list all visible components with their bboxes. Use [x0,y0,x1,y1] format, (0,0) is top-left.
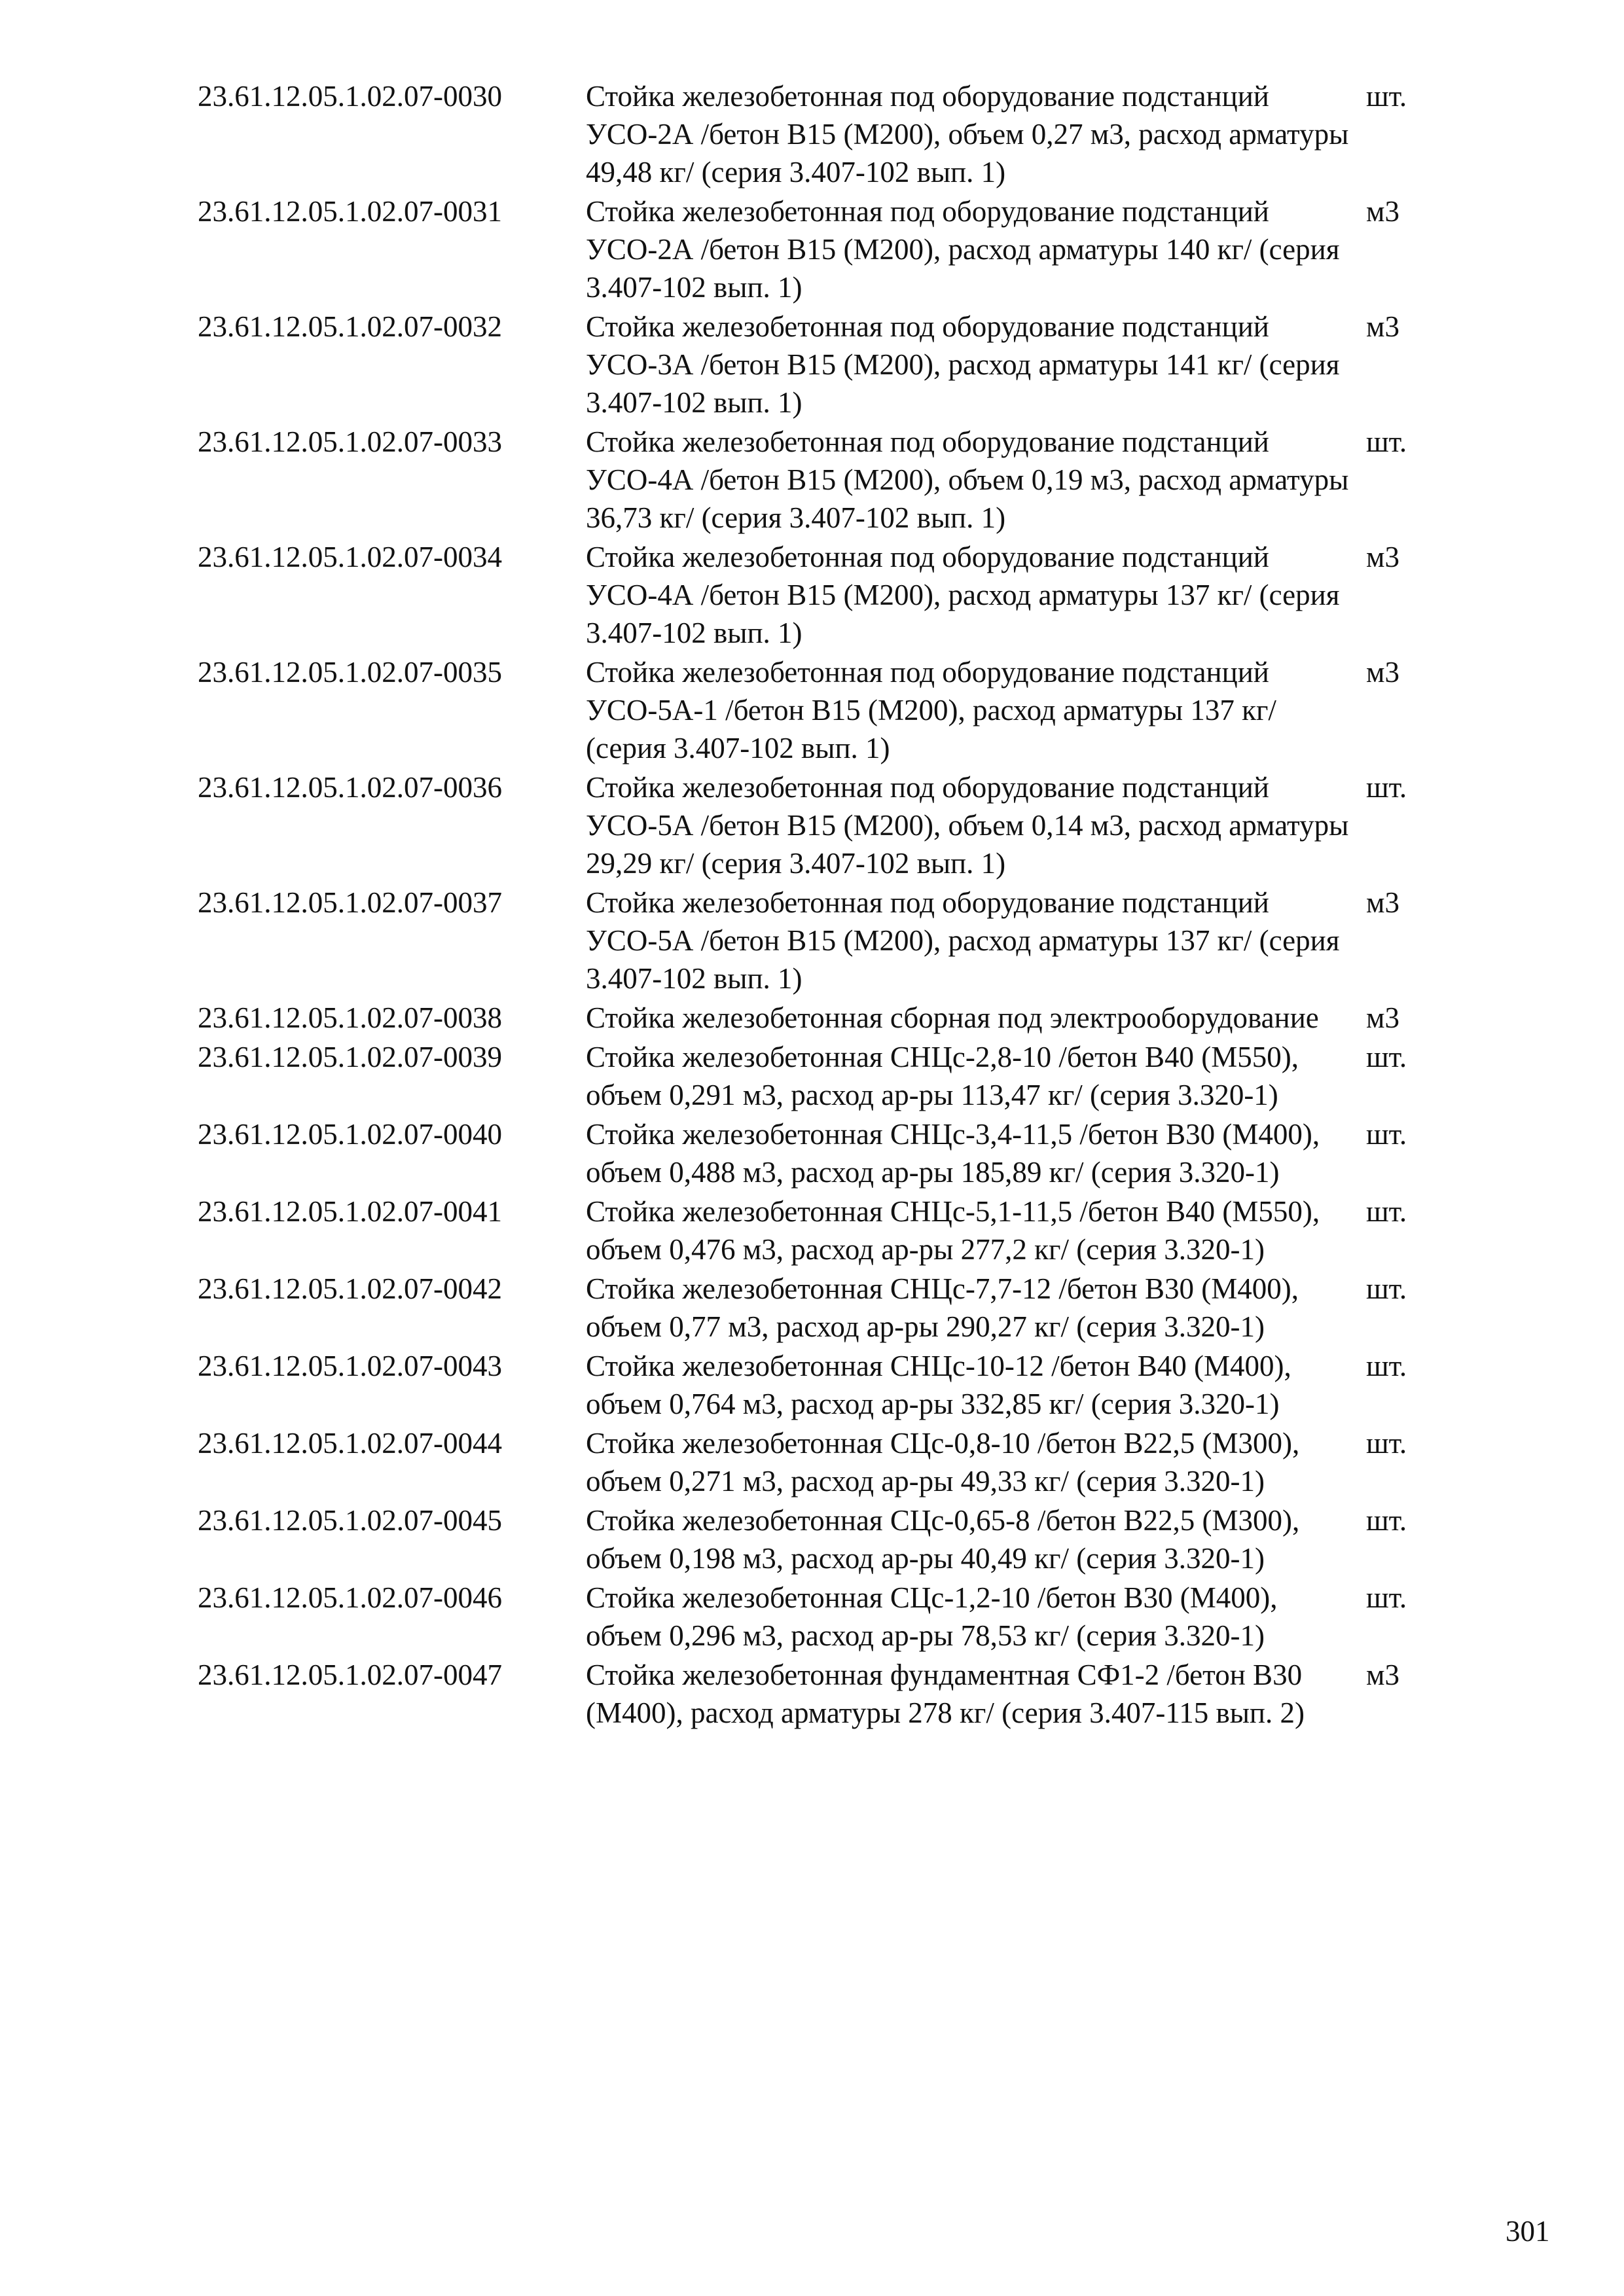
table-row [0,1115,1624,1191]
resource-description: Стойка железобетонная СЦс-0,8-10 /бетон В22,5 (М300), объем 0,271 м3, расход ар-ры 49,33 кг/ (серия 3.320-1) [586,1427,1300,1498]
table-row [0,884,1624,997]
resource-description: Стойка железобетонная СЦс-0,65-8 /бетон В22,5 (М300), объем 0,198 м3, расход ар-ры 40,49 кг/ (серия 3.320-1) [586,1504,1300,1575]
resource-description: Стойка железобетонная под оборудование подстанций УСО-5А /бетон В15 (М200), расход арматуры 137 кг/ (серия 3.407-102 вып. 1) [586,886,1340,995]
resource-code: 23.61.12.05.1.02.07-0046 [198,1581,502,1614]
resource-description: Стойка железобетонная под оборудование подстанций УСО-5А-1 /бетон В15 (М200), расход арматуры 137 кг/ (серия 3.407-102 вып. 1) [586,656,1276,764]
resource-code: 23.61.12.05.1.02.07-0036 [198,771,502,804]
unit-of-measure: шт. [1366,80,1407,113]
unit-of-measure: м3 [1366,1659,1399,1691]
resource-description: Стойка железобетонная под оборудование подстанций УСО-2А /бетон В15 (М200), объем 0,27 м3, расход арматуры 49,48 кг/ (серия 3.407-102 вып. 1) [586,80,1349,188]
resource-code: 23.61.12.05.1.02.07-0041 [198,1195,502,1228]
table-row [0,308,1624,422]
resource-description: Стойка железобетонная под оборудование подстанций УСО-3А /бетон В15 (М200), расход арматуры 141 кг/ (серия 3.407-102 вып. 1) [586,310,1340,419]
unit-of-measure: м3 [1366,1001,1399,1034]
unit-of-measure: шт. [1366,1581,1407,1614]
resource-code: 23.61.12.05.1.02.07-0037 [198,886,502,919]
resource-code: 23.61.12.05.1.02.07-0033 [198,425,502,458]
table-row [0,423,1624,537]
resource-code: 23.61.12.05.1.02.07-0038 [198,1001,502,1034]
resource-description: Стойка железобетонная фундаментная СФ1-2 /бетон В30 (М400), расход арматуры 278 кг/ (серия 3.407-115 вып. 2) [586,1659,1305,1729]
unit-of-measure: м3 [1366,195,1399,228]
resource-description: Стойка железобетонная сборная под электрооборудование [586,1001,1319,1034]
table-row [0,653,1624,767]
unit-of-measure: шт. [1366,1195,1407,1228]
table-row [0,1579,1624,1655]
unit-of-measure: м3 [1366,541,1399,573]
table-row [0,1656,1624,1732]
unit-of-measure: м3 [1366,886,1399,919]
table-row [0,1193,1624,1268]
unit-of-measure: м3 [1366,310,1399,343]
unit-of-measure: шт. [1366,1118,1407,1151]
table-row [0,999,1624,1037]
table-row [0,538,1624,652]
table-row [0,1424,1624,1500]
unit-of-measure: шт. [1366,1350,1407,1382]
resource-code: 23.61.12.05.1.02.07-0031 [198,195,502,228]
resource-code: 23.61.12.05.1.02.07-0040 [198,1118,502,1151]
unit-of-measure: шт. [1366,425,1407,458]
resource-description: Стойка железобетонная СНЦс-5,1-11,5 /бетон В40 (М550), объем 0,476 м3, расход ар-ры 277,2 кг/ (серия 3.320-1) [586,1195,1320,1266]
unit-of-measure: шт. [1366,1272,1407,1305]
resource-description: Стойка железобетонная под оборудование подстанций УСО-5А /бетон В15 (М200), объем 0,14 м3, расход арматуры 29,29 кг/ (серия 3.407-102 вып. 1) [586,771,1349,880]
resource-description: Стойка железобетонная под оборудование подстанций УСО-4А /бетон В15 (М200), объем 0,19 м3, расход арматуры 36,73 кг/ (серия 3.407-102 вып. 1) [586,425,1349,534]
resource-description: Стойка железобетонная под оборудование подстанций УСО-4А /бетон В15 (М200), расход арматуры 137 кг/ (серия 3.407-102 вып. 1) [586,541,1340,649]
table-row [0,77,1624,191]
table-row [0,1501,1624,1577]
unit-of-measure: шт. [1366,1041,1407,1073]
resource-description: Стойка железобетонная СНЦс-2,8-10 /бетон В40 (М550), объем 0,291 м3, расход ар-ры 113,47 кг/ (серия 3.320-1) [586,1041,1299,1111]
page-number: 301 [1506,2215,1550,2248]
unit-of-measure: шт. [1366,1427,1407,1460]
unit-of-measure: шт. [1366,771,1407,804]
resource-description: Стойка железобетонная СНЦс-7,7-12 /бетон В30 (М400), объем 0,77 м3, расход ар-ры 290,27 кг/ (серия 3.320-1) [586,1272,1299,1343]
table-row [0,192,1624,306]
resource-code: 23.61.12.05.1.02.07-0045 [198,1504,502,1537]
resource-code: 23.61.12.05.1.02.07-0034 [198,541,502,573]
price-list-table [0,77,1624,1733]
resource-code: 23.61.12.05.1.02.07-0032 [198,310,502,343]
resource-description: Стойка железобетонная СЦс-1,2-10 /бетон В30 (М400), объем 0,296 м3, расход ар-ры 78,53 кг/ (серия 3.320-1) [586,1581,1278,1652]
resource-code: 23.61.12.05.1.02.07-0044 [198,1427,502,1460]
resource-description: Стойка железобетонная под оборудование подстанций УСО-2А /бетон В15 (М200), расход арматуры 140 кг/ (серия 3.407-102 вып. 1) [586,195,1340,304]
resource-code: 23.61.12.05.1.02.07-0030 [198,80,502,113]
unit-of-measure: м3 [1366,656,1399,689]
resource-code: 23.61.12.05.1.02.07-0039 [198,1041,502,1073]
table-row [0,1347,1624,1423]
resource-description: Стойка железобетонная СНЦс-3,4-11,5 /бетон В30 (М400), объем 0,488 м3, расход ар-ры 185,89 кг/ (серия 3.320-1) [586,1118,1320,1189]
resource-code: 23.61.12.05.1.02.07-0035 [198,656,502,689]
table-row [0,1270,1624,1346]
resource-code: 23.61.12.05.1.02.07-0043 [198,1350,502,1382]
table-row [0,1038,1624,1114]
table-row [0,768,1624,882]
resource-description: Стойка железобетонная СНЦс-10-12 /бетон В40 (М400), объем 0,764 м3, расход ар-ры 332,85 кг/ (серия 3.320-1) [586,1350,1291,1420]
resource-code: 23.61.12.05.1.02.07-0042 [198,1272,502,1305]
resource-code: 23.61.12.05.1.02.07-0047 [198,1659,502,1691]
unit-of-measure: шт. [1366,1504,1407,1537]
